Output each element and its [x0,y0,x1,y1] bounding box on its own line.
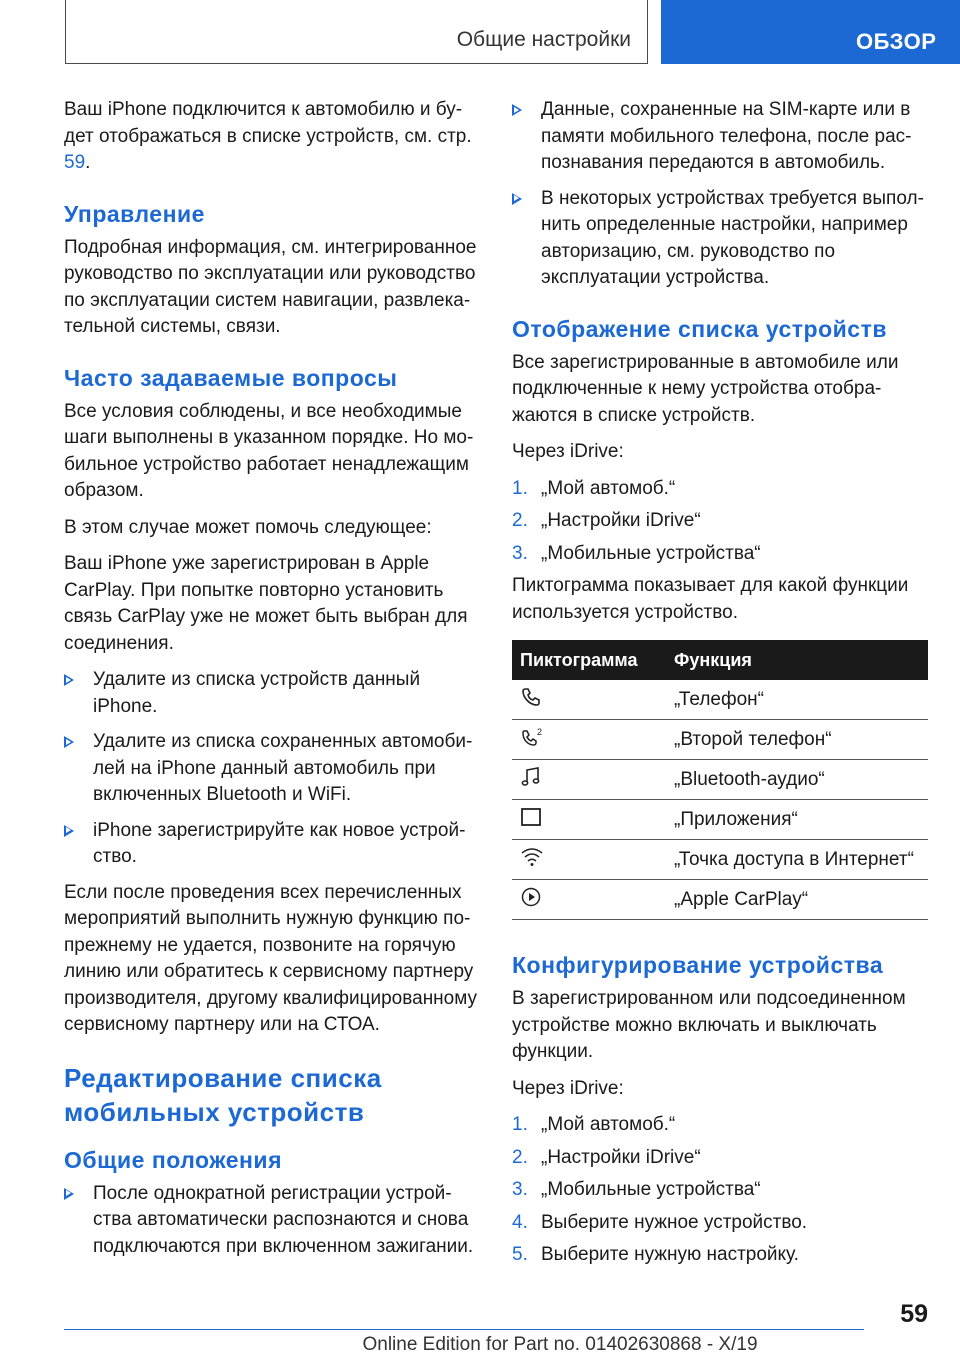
triangle-bullet-icon [512,193,522,205]
left-column [64,97,479,1269]
triangle-bullet-icon [64,1188,74,1200]
table-row [512,800,928,840]
bullet-item: Данные, сохраненные на SIM-карте или в памяти мобильного телефона, после распознавания передаются в автомобиль. [512,97,928,177]
pictogram-table [512,640,928,920]
square-icon [520,806,542,828]
function-label: „Приложения“ [666,800,928,840]
step-item: 2. „Настройки iDrive“ [512,510,701,531]
column-header-function: Функция [666,640,928,680]
step-item: 3. „Мобильные устройства“ [512,542,761,564]
function-label: „Точка доступа в Интернет“ [666,840,928,880]
step-item: 4. Выберите нужное устройство. [512,1211,808,1233]
step-item: 1. „Мой автомоб.“ [512,1114,676,1135]
triangle-bullet-icon [64,825,74,837]
bullet-item: Удалите из списка сохраненных автомобилей на iPhone данный автомобиль при включенных Bluetooth и WiFi. [64,729,479,809]
page-link[interactable]: 59 [64,152,86,173]
tab-overview[interactable]: ОБЗОР [661,0,960,64]
function-label: „Второй телефон“ [666,720,928,760]
music-note-icon [520,766,542,788]
header-frame [65,0,648,64]
carplay-icon [520,886,542,908]
table-row [512,720,928,760]
second-phone-icon [520,726,544,748]
bullet-item: Удалите из списка устройств данный iPhone. [64,667,479,720]
function-label: „Bluetooth-аудио“ [666,760,928,800]
heading-edit-devices: Редактирование списка мобильных устройств [64,1062,382,1127]
heading-management: Управление [64,200,205,227]
bullet-item: После однократной регистрации устройства автоматически распознаются и снова подключаются при включенном зажигании. [64,1181,479,1261]
faq-paragraph-1: Все условия соблюдены, и все необходимые шаги выполнены в указанном порядке. Но мобильное устройство работает ненадлежащим образом. [64,400,474,501]
bullet-item: В некоторых устройствах требуется выполнить определенные настройки, например авторизацию, см. руководство по эксплуатации устройства. [512,186,928,292]
section-title: Общие настройки [456,28,631,51]
edition-footer: Online Edition for Part no. 01402630868 - X/19 [362,1334,758,1355]
management-paragraph: Подробная информация, см. интегрированное руководство по эксплуатации или руководство по эксплуатации систем навигации, развлекательной системы, связи. [64,236,477,337]
table-row [512,760,928,800]
bullet-item: iPhone зарегистрируйте как новое устройство. [64,818,479,871]
page-number: 59 [900,1300,928,1328]
svg-text:2: 2 [537,726,543,737]
step-item: 3. „Мобильные устройства“ [512,1179,761,1200]
step-item: 2. „Настройки iDrive“ [512,1146,701,1168]
device-list-paragraph: Все зарегистрированные в автомобиле или подключенные к нему устройства отображаются в списке устройств. [512,351,899,426]
heading-general: Общие положения [64,1146,282,1173]
table-row [512,840,928,880]
faq-paragraph-2: В этом случае может помочь следующее: [64,516,432,538]
triangle-bullet-icon [64,674,74,686]
via-idrive-label: Через iDrive: [512,441,624,462]
step-item: 5. Выберите нужную настройку. [512,1244,799,1265]
footer-divider [64,1329,864,1330]
faq-paragraph-4: Если после проведения всех перечисленных мероприятий выполнить нужную функцию попрежнему не удается, позвоните на горячую линию или обратитесь к сервисному партнеру производителя, другому квалифицированному сервисному партнеру или на СТОА. [64,881,478,1035]
function-label: „Apple CarPlay“ [666,880,928,920]
phone-icon [520,686,542,708]
intro-paragraph: Ваш iPhone подключится к автомобилю и будет отображаться в списке устройств, см. стр. 59. [64,99,472,173]
via-idrive-label: Через iDrive: [512,1077,624,1099]
triangle-bullet-icon [512,104,522,116]
table-row [512,680,928,720]
column-header-pictogram: Пиктограмма [512,640,666,680]
step-item: 1. „Мой автомоб.“ [512,477,676,499]
table-row [512,880,928,920]
function-label: „Телефон“ [666,680,928,720]
heading-config: Конфигурирование устройства [512,952,884,978]
pictogram-paragraph: Пиктограмма показывает для какой функции используется устройство. [512,575,909,623]
config-paragraph: В зарегистрированном или подсоединенном устройстве можно включать и выключать функции. [512,988,906,1062]
right-column [512,97,928,1275]
heading-faq: Часто задаваемые вопросы [64,364,398,391]
table-header-row [512,640,928,680]
wifi-icon [520,846,544,868]
heading-device-list: Отображение списка устройств [512,315,887,342]
triangle-bullet-icon [64,736,74,748]
faq-paragraph-3: Ваш iPhone уже зарегистрирован в Apple CarPlay. При попытке повторно установить связь CarPlay уже не может быть выбран для соединения. [64,553,468,654]
